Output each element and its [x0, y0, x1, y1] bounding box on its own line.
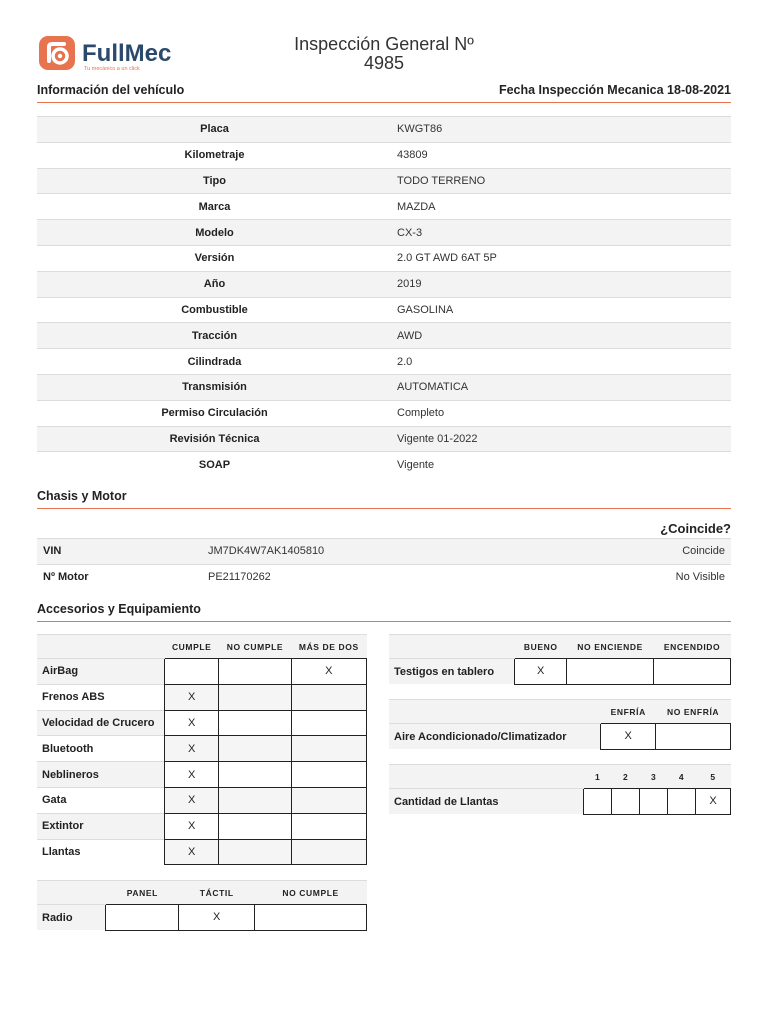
grid-header-blank [389, 700, 601, 724]
grid-row-cantidad-de-llantas [389, 789, 731, 815]
chasis-field-status: Coincide [502, 539, 731, 565]
grid-header-blank [389, 635, 515, 659]
vehicle-row-kilometraje [37, 142, 731, 168]
fullmec-logo-mark-icon [38, 34, 198, 74]
vehicle-field-label: Placa [37, 117, 392, 143]
grid-mark-cell [291, 813, 366, 839]
llantas-table [389, 764, 731, 815]
accessories-title: Accesorios y Equipamiento [37, 602, 201, 616]
vehicle-field-label: Tipo [37, 168, 392, 194]
grid-column-header: BUENO [515, 635, 567, 659]
grid-mark-cell [165, 659, 219, 685]
grid-column-header: NO ENCIENDE [567, 635, 654, 659]
grid-mark-cell [219, 736, 291, 762]
fullmec-logo [38, 34, 198, 74]
inspection-date: Fecha Inspección Mecanica 18-08-2021 [498, 83, 731, 97]
grid-mark-cell: X [515, 659, 567, 685]
grid-mark-cell [656, 724, 731, 750]
grid-header-row [389, 635, 731, 659]
grid-column-header: NO ENFRÍA [656, 700, 731, 724]
vehicle-field-value: TODO TERRENO [392, 168, 731, 194]
grid-mark-cell: X [696, 789, 731, 815]
grid-row-frenos-abs [37, 684, 367, 710]
vehicle-row-placa [37, 117, 731, 143]
grid-row-testigos-en-tablero [389, 659, 731, 685]
grid-row-radio [37, 905, 367, 931]
grid-mark-cell [584, 789, 612, 815]
vehicle-row-marca [37, 194, 731, 220]
grid-row-label: Radio [37, 905, 106, 931]
vehicle-row-version [37, 245, 731, 271]
grid-column-header: ENCENDIDO [654, 635, 731, 659]
grid-mark-cell [106, 905, 179, 931]
grid-row-label: Neblineros [37, 762, 165, 788]
grid-mark-cell: X [165, 736, 219, 762]
grid-mark-cell [567, 659, 654, 685]
grid-mark-cell: X [601, 724, 656, 750]
grid-mark-cell: X [291, 659, 366, 685]
document-title [270, 35, 498, 73]
grid-column-header: NO CUMPLE [255, 881, 367, 905]
radio-table [37, 880, 367, 931]
chasis-header [37, 489, 731, 509]
grid-row-label: AirBag [37, 659, 165, 685]
testigos-table [389, 634, 731, 685]
aire-table [389, 699, 731, 750]
vehicle-row-tipo [37, 168, 731, 194]
grid-row-label: Llantas [37, 839, 165, 865]
grid-column-header: MÁS DE DOS [291, 635, 366, 659]
grid-row-label: Cantidad de Llantas [389, 789, 584, 815]
grid-row-gata [37, 787, 367, 813]
grid-header-row [389, 700, 731, 724]
vehicle-field-label: Cilindrada [37, 349, 392, 375]
grid-header-blank [389, 765, 584, 789]
chasis-field-status: No Visible [502, 564, 731, 590]
grid-row-label: Gata [37, 787, 165, 813]
chasis-field-label: VIN [37, 539, 202, 565]
vehicle-field-value: Completo [392, 400, 731, 426]
grid-column-header: NO CUMPLE [219, 635, 291, 659]
chasis-field-value: PE21170262 [202, 564, 502, 590]
grid-header-blank [37, 635, 165, 659]
chasis-table [37, 538, 731, 590]
grid-mark-cell: X [165, 762, 219, 788]
vehicle-field-value: CX-3 [392, 220, 731, 246]
vehicle-row-transmision [37, 374, 731, 400]
vehicle-row-modelo [37, 220, 731, 246]
vehicle-row-cilindrada [37, 349, 731, 375]
vehicle-field-label: Permiso Circulación [37, 400, 392, 426]
grid-mark-cell [668, 789, 696, 815]
grid-mark-cell: X [165, 787, 219, 813]
grid-column-header: PANEL [106, 881, 179, 905]
brand-tagline: Tu mecánico a un click [84, 66, 140, 72]
grid-header-row [37, 881, 367, 905]
grid-column-header: 3 [640, 765, 668, 789]
vehicle-field-label: Marca [37, 194, 392, 220]
chasis-field-label: Nº Motor [37, 564, 202, 590]
grid-row-velocidad-de-crucero [37, 710, 367, 736]
title-line-1: Inspección General Nº [294, 34, 474, 54]
grid-column-header: 4 [668, 765, 696, 789]
vehicle-field-value: 2.0 [392, 349, 731, 375]
grid-mark-cell [291, 839, 366, 865]
grid-row-label: Extintor [37, 813, 165, 839]
grid-row-bluetooth [37, 736, 367, 762]
grid-column-header: ENFRÍA [601, 700, 656, 724]
grid-mark-cell: X [165, 839, 219, 865]
grid-header-row [37, 635, 367, 659]
grid-row-llantas [37, 839, 367, 865]
grid-mark-cell: X [179, 905, 255, 931]
vehicle-info-title: Información del vehículo [37, 83, 185, 97]
grid-column-header: 5 [696, 765, 731, 789]
grid-mark-cell [219, 839, 291, 865]
grid-mark-cell [640, 789, 668, 815]
grid-mark-cell [219, 659, 291, 685]
vehicle-field-value: 2019 [392, 271, 731, 297]
vehicle-row-ano [37, 271, 731, 297]
vehicle-field-label: Combustible [37, 297, 392, 323]
grid-row-extintor [37, 813, 367, 839]
grid-column-header: 2 [612, 765, 640, 789]
vehicle-field-value: AWD [392, 323, 731, 349]
vehicle-field-value: KWGT86 [392, 117, 731, 143]
vehicle-row-combustible [37, 297, 731, 323]
vehicle-field-label: Modelo [37, 220, 392, 246]
grid-header-blank [37, 881, 106, 905]
grid-mark-cell [291, 710, 366, 736]
vehicle-row-soap [37, 452, 731, 478]
equipment-table [37, 634, 367, 865]
grid-row-label: Bluetooth [37, 736, 165, 762]
chasis-row-n-motor [37, 564, 731, 590]
grid-header-row [389, 765, 731, 789]
vehicle-field-label: Tracción [37, 323, 392, 349]
coincide-column-header: ¿Coincide? [660, 521, 731, 536]
vehicle-field-value: Vigente [392, 452, 731, 478]
inspection-number: 4985 [363, 53, 405, 73]
vehicle-field-value: GASOLINA [392, 297, 731, 323]
vehicle-field-value: AUTOMATICA [392, 374, 731, 400]
vehicle-field-label: Revisión Técnica [37, 426, 392, 452]
brand-name: FullMec [82, 40, 172, 67]
grid-column-header: 1 [584, 765, 612, 789]
vehicle-field-value: 2.0 GT AWD 6AT 5P [392, 245, 731, 271]
vehicle-field-label: Versión [37, 245, 392, 271]
grid-mark-cell [219, 787, 291, 813]
grid-mark-cell [612, 789, 640, 815]
vehicle-field-label: Año [37, 271, 392, 297]
grid-row-label: Testigos en tablero [389, 659, 515, 685]
grid-mark-cell [291, 787, 366, 813]
vehicle-field-value: Vigente 01-2022 [392, 426, 731, 452]
vehicle-row-permiso-circulacion [37, 400, 731, 426]
grid-mark-cell [654, 659, 731, 685]
grid-row-aire-acondicionado-climatizador [389, 724, 731, 750]
grid-column-header: CUMPLE [165, 635, 219, 659]
grid-mark-cell [219, 762, 291, 788]
vehicle-field-label: SOAP [37, 452, 392, 478]
grid-mark-cell [219, 813, 291, 839]
vehicle-field-value: MAZDA [392, 194, 731, 220]
grid-mark-cell [291, 762, 366, 788]
chasis-title: Chasis y Motor [37, 489, 127, 503]
grid-row-label: Velocidad de Crucero [37, 710, 165, 736]
vehicle-field-label: Kilometraje [37, 142, 392, 168]
vehicle-row-revision-tecnica [37, 426, 731, 452]
vehicle-info-table [37, 116, 731, 478]
grid-mark-cell [291, 736, 366, 762]
chasis-row-vin [37, 539, 731, 565]
grid-mark-cell: X [165, 684, 219, 710]
grid-mark-cell [219, 710, 291, 736]
grid-row-airbag [37, 659, 367, 685]
grid-row-label: Frenos ABS [37, 684, 165, 710]
grid-row-label: Aire Acondicionado/Climatizador [389, 724, 601, 750]
accessories-header [37, 602, 731, 622]
grid-mark-cell [255, 905, 367, 931]
grid-column-header: TÁCTIL [179, 881, 255, 905]
vehicle-row-traccion [37, 323, 731, 349]
grid-row-neblineros [37, 762, 367, 788]
chasis-field-value: JM7DK4W7AK1405810 [202, 539, 502, 565]
grid-mark-cell [291, 684, 366, 710]
vehicle-field-value: 43809 [392, 142, 731, 168]
grid-mark-cell [219, 684, 291, 710]
vehicle-field-label: Transmisión [37, 374, 392, 400]
grid-mark-cell: X [165, 813, 219, 839]
vehicle-info-header [37, 83, 731, 103]
grid-mark-cell: X [165, 710, 219, 736]
